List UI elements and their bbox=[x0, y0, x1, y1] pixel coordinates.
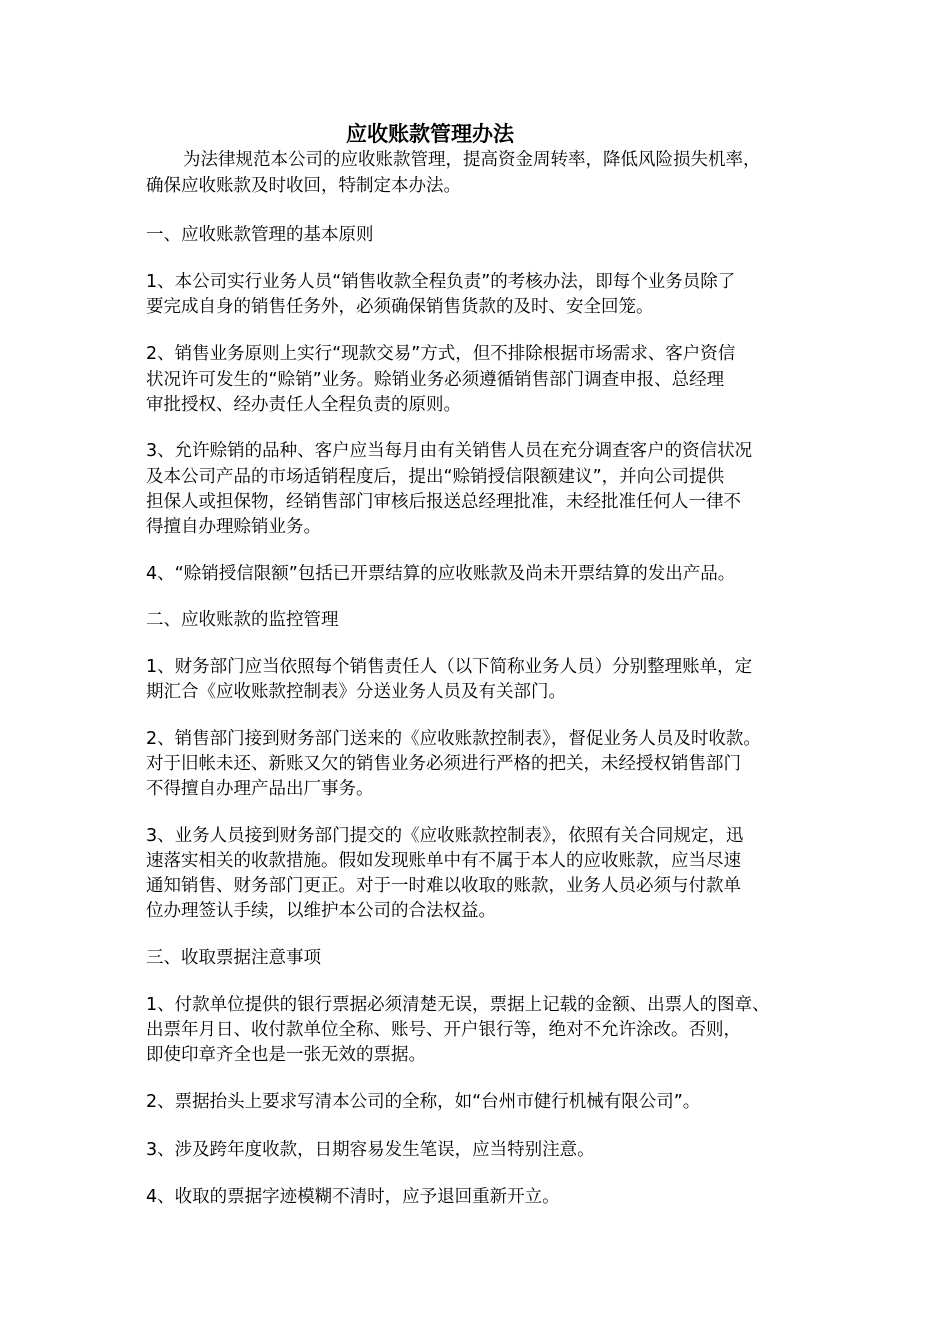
section-1-p1-line-2: 要完成自身的销售任务外，必须确保销售货款的及时、安全回笼。 bbox=[146, 297, 654, 317]
section-2-p1-line-2: 期汇合《应收账款控制表》分送业务人员及有关部门。 bbox=[146, 682, 566, 702]
section-3-heading: 三、收取票据注意事项 bbox=[146, 948, 321, 968]
intro-line-2: 确保应收账款及时收回，特制定本办法。 bbox=[146, 176, 461, 196]
section-1-p2-line-2: 状况许可发生的“赊销”业务。赊销业务必须遵循销售部门调查申报、总经理 bbox=[146, 370, 725, 390]
section-2-heading: 二、应收账款的监控管理 bbox=[146, 610, 339, 630]
section-1-p3-line-2: 及本公司产品的市场适销程度后，提出“赊销授信限额建议”，并向公司提供 bbox=[146, 467, 725, 487]
section-1-p3-line-4: 得擅自办理赊销业务。 bbox=[146, 517, 321, 537]
section-2-p3-line-3: 通知销售、财务部门更正。对于一时难以收取的账款，业务人员必须与付款单 bbox=[146, 876, 741, 896]
section-1-heading: 一、应收账款管理的基本原则 bbox=[146, 225, 374, 245]
section-3-p3-line-1: 3、涉及跨年度收款，日期容易发生笔误，应当特别注意。 bbox=[146, 1140, 595, 1160]
section-3-p1-line-2: 出票年月日、收付款单位全称、账号、开户银行等，绝对不允许涂改。否则， bbox=[146, 1020, 741, 1040]
intro-line-1: 为法律规范本公司的应收账款管理，提高资金周转率，降低风险损失机率， bbox=[183, 150, 761, 170]
section-1-p2-line-1: 2、销售业务原则上实行“现款交易”方式，但不排除根据市场需求、客户资信 bbox=[146, 344, 736, 364]
section-3-p1-line-1: 1、付款单位提供的银行票据必须清楚无误，票据上记载的金额、出票人的图章、 bbox=[146, 995, 770, 1015]
section-3-p1-line-3: 即使印章齐全也是一张无效的票据。 bbox=[146, 1045, 426, 1065]
section-1-p3-line-3: 担保人或担保物，经销售部门审核后报送总经理批准，未经批准任何人一律不 bbox=[146, 492, 741, 512]
section-2-p2-line-3: 不得擅自办理产品出厂事务。 bbox=[146, 779, 374, 799]
document-title: 应收账款管理办法 bbox=[346, 122, 514, 146]
section-1-p2-line-3: 审批授权、经办责任人全程负责的原则。 bbox=[146, 395, 461, 415]
section-1-p1-line-1: 1、本公司实行业务人员“销售收款全程负责”的考核办法，即每个业务员除了 bbox=[146, 272, 736, 292]
section-2-p1-line-1: 1、财务部门应当依照每个销售责任人（以下简称业务人员）分别整理账单，定 bbox=[146, 657, 753, 677]
section-3-p4-line-1: 4、收取的票据字迹模糊不清时，应予退回重新开立。 bbox=[146, 1187, 560, 1207]
section-2-p3-line-1: 3、业务人员接到财务部门提交的《应收账款控制表》，依照有关合同规定，迅 bbox=[146, 826, 744, 846]
section-3-p2-line-1: 2、票据抬头上要求写清本公司的全称，如“台州市健行机械有限公司”。 bbox=[146, 1092, 701, 1112]
section-2-p2-line-2: 对于旧帐未还、新账又欠的销售业务必须进行严格的把关，未经授权销售部门 bbox=[146, 754, 741, 774]
section-2-p2-line-1: 2、销售部门接到财务部门送来的《应收账款控制表》，督促业务人员及时收款。 bbox=[146, 729, 761, 749]
section-1-p4-line-1: 4、“赊销授信限额”包括已开票结算的应收账款及尚未开票结算的发出产品。 bbox=[146, 564, 736, 584]
section-2-p3-line-4: 位办理签认手续，以维护本公司的合法权益。 bbox=[146, 901, 496, 921]
section-2-p3-line-2: 速落实相关的收款措施。假如发现账单中有不属于本人的应收账款，应当尽速 bbox=[146, 851, 741, 871]
section-1-p3-line-1: 3、允许赊销的品种、客户应当每月由有关销售人员在充分调查客户的资信状况 bbox=[146, 441, 753, 461]
